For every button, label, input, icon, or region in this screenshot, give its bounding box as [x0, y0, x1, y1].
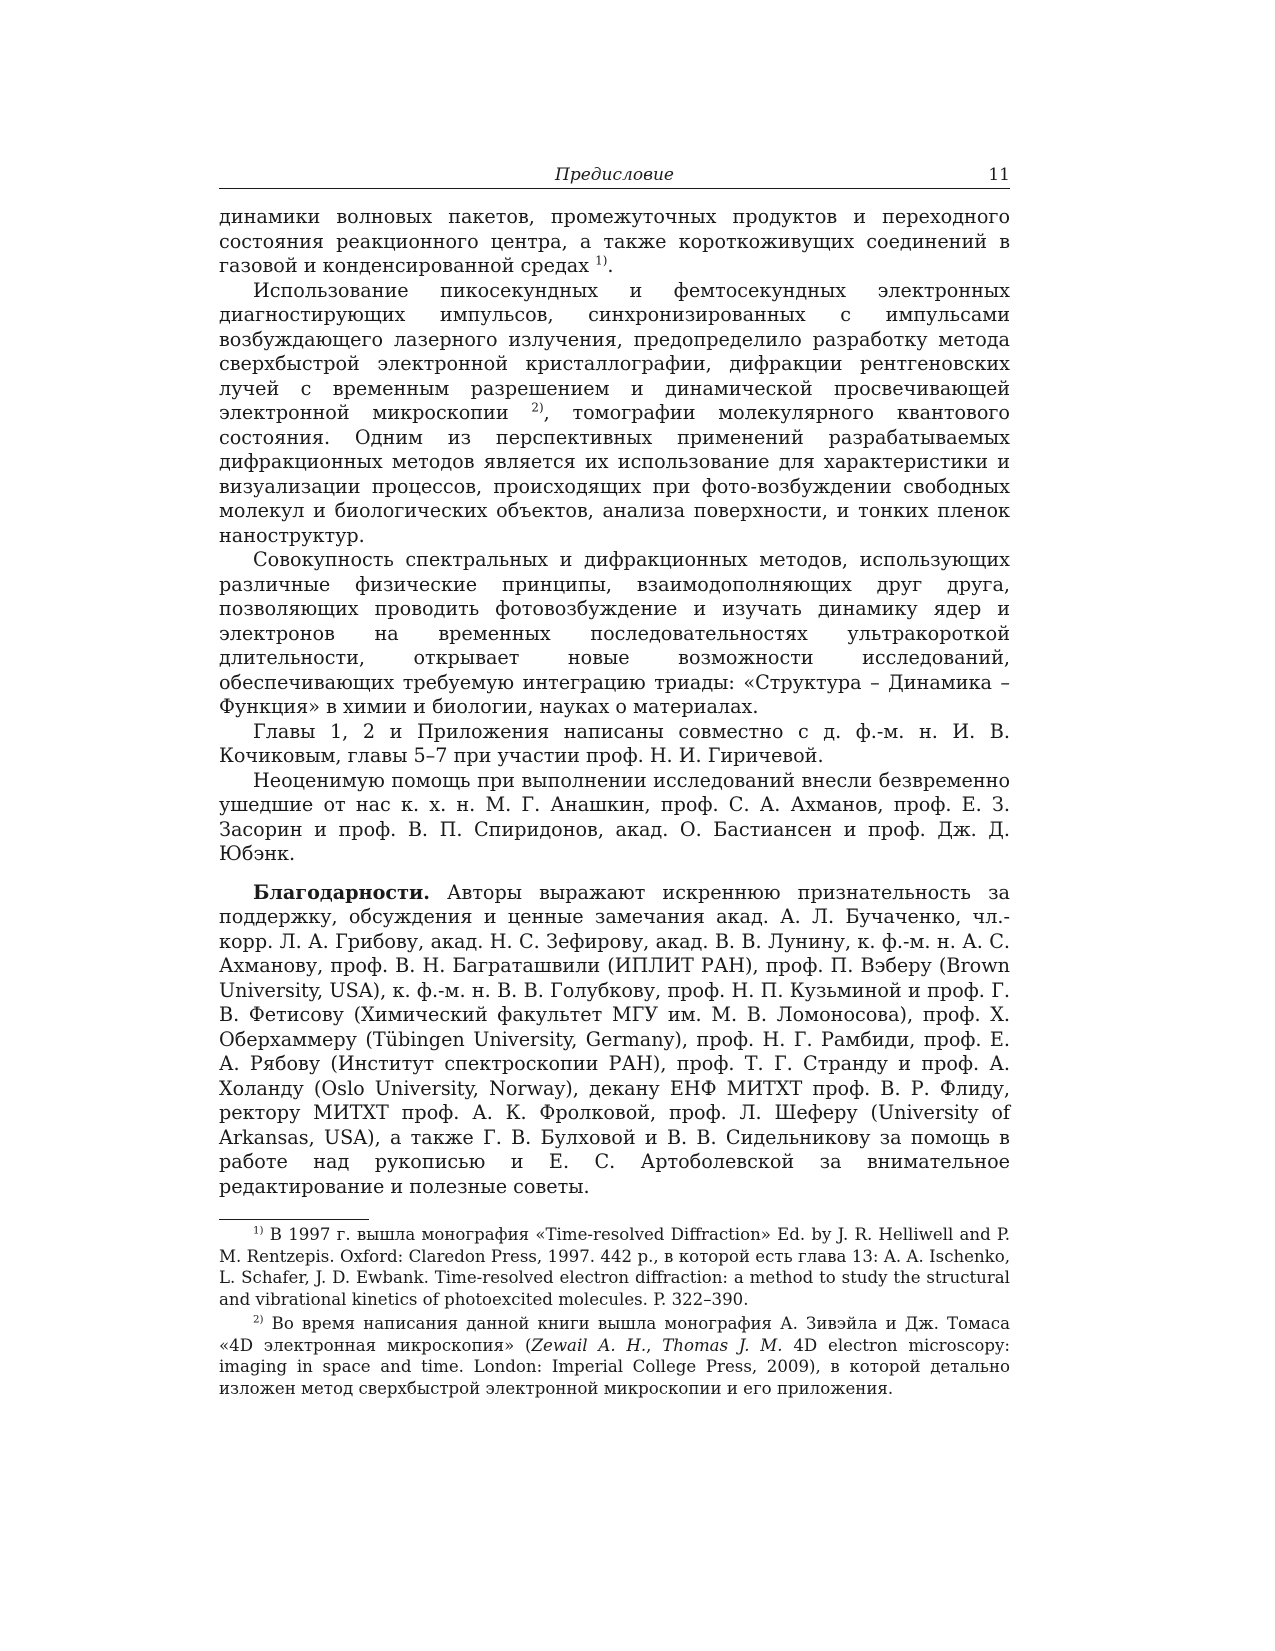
running-title: Предисловие: [555, 165, 674, 185]
acknowledgements-text: Авторы выражают искреннюю признательность за поддержку, обсуждения и ценные замечания акад. А. Л. Бучаченко, чл.-корр. Л. А. Грибову, акад. Н. С. Зефирову, акад. В. В. Лунину, к. ф.-м. н. А. С. Ахманову, проф. В. Н. Баграташвили (ИПЛИТ РАН), проф. П. Вэберу (Brown University, USA), к. ф.-м. н. В. В. Голубкову, проф. Н. П. Кузьминой и проф. Г. В. Фетисову (Химический факультет МГУ им. М. В. Ломоносова), проф. Х. Оберхаммеру (Tübingen University, Germany), проф. Н. Г. Рамбиди, проф. Е. А. Рябову (Институт спектроскопии РАН), проф. Т. Г. Странду и проф. А. Холанду (Oslo University, Norway), декану ЕНФ МИТХТ проф. В. Р. Флиду, ректору МИТХТ проф. А. К. Фролковой, проф. Л. Шеферу (University of Arkansas, USA), а также Г. В. Булховой и В. В. Сидельникову за помощь в работе над рукописью и Е. С. Артоболевской за внимательное редактирование и полезные советы.: [219, 880, 1010, 1198]
paragraph-end: .: [607, 254, 614, 277]
running-header: [219, 164, 1010, 189]
paragraph-acknowledgements: [219, 881, 1010, 1200]
footnote-separator: ,: [646, 1335, 663, 1355]
footnotes: [219, 1224, 1010, 1399]
footnote-1: [219, 1224, 1010, 1310]
main-text: [219, 205, 1010, 1199]
paragraph-continuation: [219, 205, 1010, 279]
paragraph-text-rest: , томографии молекулярного квантового состояния. Одним из перспективных применений разрабатываемых дифракционных методов является их использование для характеристики и визуализации процессов, происходящих при фото-возбуждении свободных молекул и биологических объектов, анализа поверхности, и тонких пленок наноструктур.: [219, 401, 1010, 547]
footnote-mark-1: 1): [253, 1224, 264, 1237]
footnote-text: Во время написания данной книги вышла монография А. Зивэйла и Дж. Томаса «4D электронная микроскопия» (: [219, 1314, 1010, 1355]
paragraph-memory: Неоценимую помощь при выполнении исследований внесли безвременно ушедшие от нас к. х. н. М. Г. Анашкин, проф. С. А. Ахманов, проф. Е. З. Засорин и проф. В. П. Спиридонов, акад. О. Бастиансен и проф. Дж. Д. Юбэнк.: [219, 768, 1010, 865]
footnote-text-rest: 4D electron microscopy: imaging in space and time. London: Imperial College Press, 2009), в которой детально изложен метод сверхбыстрой электронной микроскопии и его приложения.: [219, 1335, 1010, 1398]
footnote-reference-2: 2): [531, 400, 544, 415]
paragraph-text: динамики волновых пакетов, промежуточных продуктов и переходного состояния реакционного центра, а также короткоживущих соединений в газовой и конденсированной средах: [219, 205, 1010, 277]
paragraph-text: Использование пикосекундных и фемтосекундных электронных диагностирующих импульсов, синхронизированных с импульсами возбуждающего лазерного излучения, предопределило разработку метода сверхбыстрой электронной кристаллографии, дифракции рентгеновских лучей с временным разрешением и динамической просвечивающей электронной микроскопии: [219, 278, 1010, 424]
book-page: [219, 164, 1010, 1402]
paragraph-diagnostics: [219, 279, 1010, 549]
footnote-mark-2: 2): [253, 1313, 264, 1326]
footnote-reference-1: 1): [595, 253, 608, 268]
footnote-author: Zewail A. H.: [531, 1335, 647, 1355]
paragraph-methods: Совокупность спектральных и дифракционных методов, использующих различные физические принципы, взаимодополняющих друг друга, позволяющих проводить фотовозбуждение и изучать динамику ядер и электронов на временных последовательностях ультракороткой длительности, открывает новые возможности исследований, обеспечивающих требуемую интеграцию триады: «Структура – Динамика – Функция» в химии и биологии, науках о материалах.: [219, 548, 1010, 718]
footnote-text: В 1997 г. вышла монография «Time-resolved Diffraction» Ed. by J. R. Helliwell and P. M. Rentzepis. Oxford: Claredon Press, 1997. 442 p., в которой есть глава 13: A. A. Ischenko, L. Schafer, J. D. Ewbank. Time-resolved electron diffraction: a method to study the structural and vibrational kinetics of photoexcited molecules. P. 322–390.: [219, 1225, 1010, 1309]
footnote-2: [219, 1313, 1010, 1399]
footnote-author: Thomas J. M.: [662, 1335, 783, 1355]
paragraph-chapters: Главы 1, 2 и Приложения написаны совместно с д. ф.-м. н. И. В. Кочиковым, главы 5–7 при участии проф. Н. И. Гиричевой.: [219, 719, 1010, 767]
acknowledgements-heading: Благодарности.: [253, 880, 430, 904]
footnote-divider: [219, 1219, 369, 1220]
page-number: 11: [988, 165, 1010, 185]
